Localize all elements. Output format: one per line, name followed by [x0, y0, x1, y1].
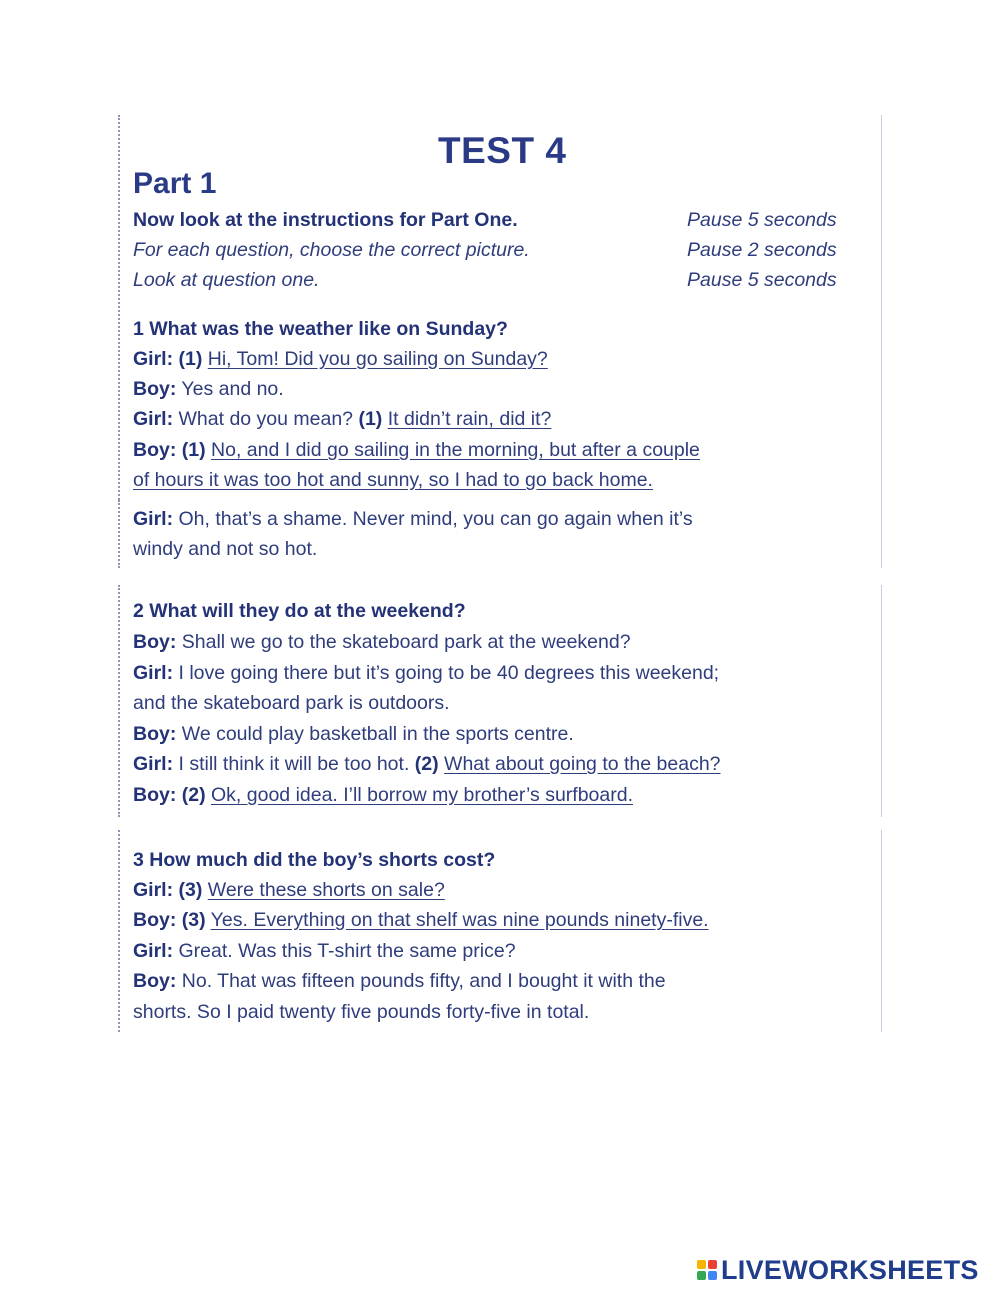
test-title: TEST 4	[438, 130, 567, 171]
liveworksheets-logo[interactable]	[697, 1255, 979, 1285]
dialogue-line	[133, 347, 548, 371]
dialogue-text: What do you mean?	[173, 408, 359, 430]
dialogue-line: windy and not so hot.	[133, 538, 318, 560]
question-2-heading: 2 What will they do at the weekend?	[133, 600, 466, 622]
part-heading: Part 1	[133, 167, 217, 200]
speaker-label: Boy: (2)	[133, 784, 206, 806]
speaker-label: Girl:	[133, 940, 174, 962]
dialogue-line	[133, 377, 284, 401]
speaker-label: Girl:	[133, 408, 174, 430]
speaker-label: Girl: (3)	[133, 879, 203, 901]
question-3-heading: 3 How much did the boy’s shorts cost?	[133, 849, 496, 871]
logo-block	[697, 1271, 706, 1280]
answer-number: (1)	[358, 408, 383, 430]
answer-text: of hours it was too hot and sunny, so I had to go back home.	[133, 469, 653, 491]
speaker-label: Boy:	[133, 723, 177, 745]
dialogue-line	[133, 878, 445, 902]
dialogue-text: Oh, that’s a shame. Never mind, you can go again when it’s	[173, 508, 693, 530]
dialogue-line	[133, 722, 574, 746]
dialogue-text: I still think it will be too hot.	[173, 753, 415, 775]
dialogue-text: I love going there but it’s going to be 40 degrees this weekend;	[173, 662, 720, 684]
dialogue-text: We could play basketball in the sports centre.	[176, 723, 574, 745]
dialogue-text: No. That was fifteen pounds fifty, and I bought it with the	[176, 970, 666, 992]
logo-block	[697, 1260, 706, 1269]
dialogue-line	[133, 783, 633, 807]
dialogue-line	[133, 630, 631, 654]
dialogue-line	[133, 969, 666, 993]
dialogue-line	[133, 661, 719, 685]
logo-block	[708, 1260, 717, 1269]
speaker-label: Girl:	[133, 662, 174, 684]
answer-text: Hi, Tom! Did you go sailing on Sunday?	[207, 348, 548, 370]
logo-text: LIVEWORKSHEETS	[721, 1254, 979, 1285]
dialogue-line	[133, 438, 700, 462]
answer-text: What about going to the beach?	[444, 753, 721, 775]
answer-text: Were these shorts on sale?	[207, 879, 445, 901]
speaker-label: Boy: (3)	[133, 909, 206, 931]
dialogue-line: and the skateboard park is outdoors.	[133, 692, 450, 714]
dialogue-line	[133, 908, 709, 932]
dialogue-line	[133, 468, 653, 492]
speaker-label: Girl:	[133, 508, 174, 530]
pause-note: Pause 2 seconds	[687, 239, 837, 261]
dialogue-text: Yes and no.	[176, 378, 284, 400]
answer-text: No, and I did go sailing in the morning, but after a couple	[211, 439, 700, 461]
pause-note: Pause 5 seconds	[687, 209, 837, 231]
dialogue-line	[133, 752, 721, 776]
dialogue-line	[133, 507, 693, 531]
liveworksheets-logo-icon	[697, 1260, 717, 1280]
question-1-heading: 1 What was the weather like on Sunday?	[133, 318, 508, 340]
answer-text: Yes. Everything on that shelf was nine pounds ninety-five.	[210, 909, 709, 931]
instruction-line: For each question, choose the correct picture.	[133, 239, 530, 261]
speaker-label: Girl: (1)	[133, 348, 203, 370]
answer-number: (2)	[414, 753, 439, 775]
speaker-label: Boy:	[133, 631, 177, 653]
speaker-label: Boy:	[133, 970, 177, 992]
speaker-label: Boy:	[133, 378, 177, 400]
answer-text: Ok, good idea. I’ll borrow my brother’s surfboard.	[211, 784, 633, 806]
logo-block	[708, 1271, 717, 1280]
dialogue-line	[133, 407, 551, 431]
dialogue-line: shorts. So I paid twenty five pounds forty-five in total.	[133, 1001, 590, 1023]
dialogue-text: Great. Was this T-shirt the same price?	[173, 940, 516, 962]
dialogue-line	[133, 939, 516, 963]
dialogue-text: Shall we go to the skateboard park at the weekend?	[176, 631, 631, 653]
instruction-line: Look at question one.	[133, 269, 320, 291]
instruction-line: Now look at the instructions for Part One.	[133, 209, 518, 231]
speaker-label: Boy: (1)	[133, 439, 206, 461]
pause-note: Pause 5 seconds	[687, 269, 837, 291]
answer-text: It didn’t rain, did it?	[387, 408, 552, 430]
speaker-label: Girl:	[133, 753, 174, 775]
